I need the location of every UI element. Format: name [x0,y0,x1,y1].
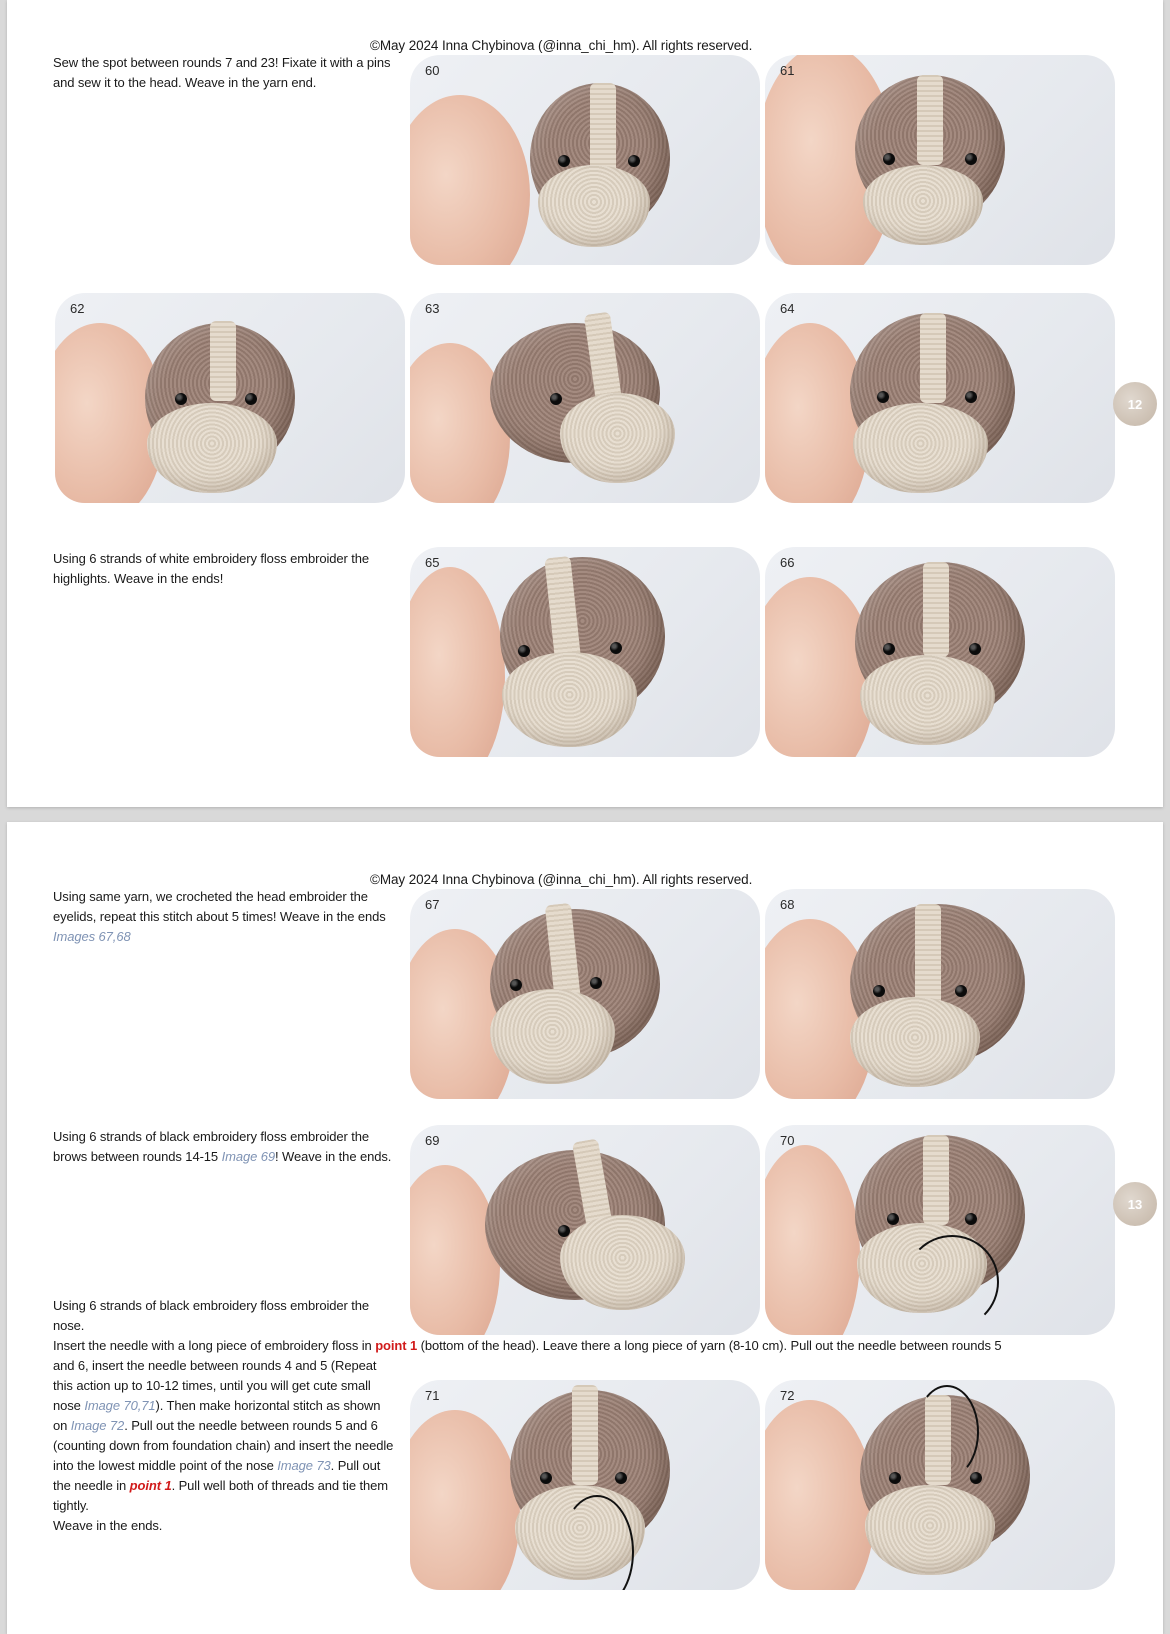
muzzle-image [560,393,675,483]
eye-image [883,643,895,655]
image-reference-link: Image 73 [277,1458,331,1473]
instruction-text: . Pull out the needle in [53,1458,381,1493]
instruction-text: . Pull well both of threads and tie them tightly. [53,1478,388,1513]
instruction-text: . Pull out the needle between rounds 5 and 6 (counting down from foundation chain) and insert the needle into the lowest middle point of the nose [53,1418,394,1473]
eye-image [610,642,622,654]
hand-image [410,1410,520,1590]
eye-image [510,979,522,991]
copyright-notice: ©May 2024 Inna Chybinova (@inna_chi_hm). All rights reserved. [370,38,753,53]
instruction-text: ! Weave in the ends. [274,1149,392,1164]
eye-image [540,1472,552,1484]
stripe-image [923,1135,949,1225]
photo-label: 67 [425,897,440,912]
document-page-12 [7,0,1163,807]
muzzle-image [863,165,983,245]
eye-image [615,1472,627,1484]
photo-label: 65 [425,555,440,570]
photo-68 [765,889,1115,1099]
instruction-nose-step-detail [53,1356,395,1536]
instruction-sew-spot: Sew the spot between rounds 7 and 23! Fixate it with a pins and sew it to the head. Weave in the yarn end. [53,55,391,90]
photo-64 [765,293,1115,503]
page-number-badge: 12 [1113,382,1157,426]
muzzle-image [860,655,995,745]
eye-image [970,1472,982,1484]
photo-label: 62 [70,301,85,316]
eye-image [590,977,602,989]
eye-image [175,393,187,405]
stripe-image [923,562,949,657]
instruction-eyelids [53,887,393,947]
eye-image [965,1213,977,1225]
muzzle-image [490,989,615,1084]
photo-70 [765,1125,1115,1335]
muzzle-image [560,1215,685,1310]
eye-image [955,985,967,997]
stripe-image [917,75,943,165]
stripe-image [210,321,236,401]
eye-image [245,393,257,405]
image-reference-link: Image 70,71 [84,1398,156,1413]
photo-label: 64 [780,301,795,316]
instruction-nose-step-line1 [53,1336,1133,1356]
black-floss-image [915,1385,979,1479]
document-page-13 [7,822,1163,1634]
photo-label: 68 [780,897,795,912]
eye-image [518,645,530,657]
photo-72 [765,1380,1115,1590]
eye-image [965,153,977,165]
instruction-text: Insert the needle with a long piece of embroidery floss in [53,1338,376,1353]
hand-image [410,1165,500,1335]
photo-label: 60 [425,63,440,78]
photo-66 [765,547,1115,757]
muzzle-image [147,403,277,493]
photo-label: 72 [780,1388,795,1403]
instruction-text: (bottom of the head). Leave there a long piece of yarn (8-10 cm). Pull out the needle between rounds 5 [417,1338,1002,1353]
photo-label: 66 [780,555,795,570]
photo-label: 71 [425,1388,440,1403]
eye-image [877,391,889,403]
photo-label: 61 [780,63,795,78]
photo-label: 70 [780,1133,795,1148]
image-reference-link: Images 67,68 [53,929,131,944]
instruction-text: Using 6 strands of black embroidery floss embroider the brows between rounds 14-15 [53,1129,370,1164]
eye-image [887,1213,899,1225]
instruction-brows [53,1127,393,1167]
instruction-text: and 6, insert the needle between rounds 4 and 5 (Repeat this action up to 10-12 times, until you will get cute small nose [53,1358,377,1413]
photo-61 [765,55,1115,265]
photo-62 [55,293,405,503]
eye-image [550,393,562,405]
eye-image [628,155,640,167]
muzzle-image [850,997,980,1087]
photo-65 [410,547,760,757]
photo-label: 69 [425,1133,440,1148]
muzzle-image [502,652,637,747]
eye-image [558,1225,570,1237]
hand-image [765,1400,875,1590]
muzzle-image [538,165,650,247]
muzzle-image [853,403,988,493]
instruction-text: ). Then make horizontal stitch as shown on [53,1398,381,1433]
hand-image [410,567,505,757]
image-reference-link: Image 72 [70,1418,125,1433]
photo-71 [410,1380,760,1590]
page-number-badge: 13 [1113,1182,1157,1226]
instruction-nose-intro: Using 6 strands of black embroidery floss embroider the nose. [53,1298,370,1333]
photo-67 [410,889,760,1099]
eye-image [883,153,895,165]
eye-image [558,155,570,167]
stripe-image [920,313,946,403]
photo-63 [410,293,760,503]
black-floss-image [905,1235,999,1329]
instruction-text: Using same yarn, we crocheted the head embroider the eyelids, repeat this stitch about 5 times! Weave in the ends [53,889,386,924]
instruction-highlights: Using 6 strands of white embroidery floss embroider the highlights. Weave in the ends! [53,551,370,586]
eye-image [965,391,977,403]
instruction-weave-ends: Weave in the ends. [53,1518,163,1533]
eye-image [889,1472,901,1484]
eye-image [969,643,981,655]
hand-image [410,95,530,265]
photo-label: 63 [425,301,440,316]
stripe-image [572,1385,598,1485]
point-1-marker: point 1 [375,1338,418,1353]
photo-69 [410,1125,760,1335]
muzzle-image [865,1485,995,1575]
hand-image [765,1145,860,1335]
image-reference-link: Image 69 [221,1149,275,1164]
copyright-notice: ©May 2024 Inna Chybinova (@inna_chi_hm). All rights reserved. [370,872,753,887]
point-1-marker: point 1 [129,1478,172,1493]
stripe-image [915,904,941,1009]
photo-60 [410,55,760,265]
eye-image [873,985,885,997]
